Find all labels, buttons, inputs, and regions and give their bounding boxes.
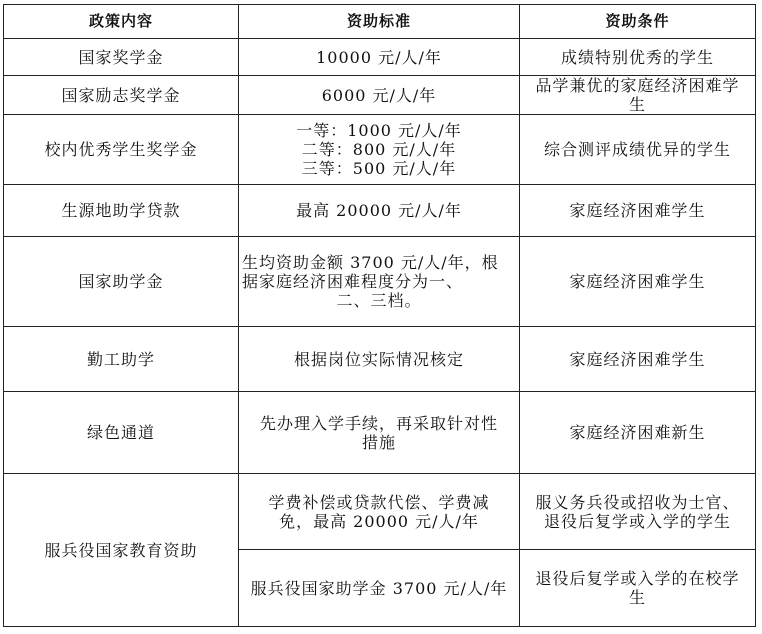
- standard-cell: [239, 115, 520, 185]
- policy-cell: 服兵役国家教育资助: [4, 474, 239, 627]
- standard-line: 三等：500 元/人/年: [301, 159, 457, 178]
- condition-line: 品学兼优的家庭经济困难学: [535, 76, 740, 95]
- table-row: [4, 76, 756, 115]
- condition-cell: 综合测评成绩优异的学生: [520, 115, 756, 185]
- policy-cell: 校内优秀学生奖学金: [4, 115, 239, 185]
- standard-cell: 服兵役国家助学金 3700 元/人/年: [239, 550, 520, 627]
- condition-cell: [520, 474, 756, 550]
- policy-cell: 绿色通道: [4, 392, 239, 474]
- header-standard: 资助标准: [239, 5, 520, 39]
- policy-cell: 国家助学金: [4, 237, 239, 327]
- table-row: [4, 185, 756, 237]
- policy-cell: 国家励志奖学金: [4, 76, 239, 115]
- condition-cell: [520, 76, 756, 115]
- policy-cell: 勤工助学: [4, 327, 239, 392]
- standard-cell: 最高 20000 元/人/年: [239, 185, 520, 237]
- condition-line: 服义务兵役或招收为士官、: [535, 492, 740, 512]
- table-row: [4, 392, 756, 474]
- condition-line: 退役后复学或入学的学生: [543, 511, 731, 531]
- standard-line: 先办理入学手续，再采取针对性: [259, 413, 498, 433]
- standard-line: 免，最高 20000 元/人/年: [279, 511, 479, 531]
- standard-line: 生均资助金额 3700 元/人/年，根: [242, 253, 499, 272]
- header-condition: 资助条件: [520, 5, 756, 39]
- standard-cell: 10000 元/人/年: [239, 39, 520, 76]
- standard-cell: [239, 237, 520, 327]
- standard-cell: [239, 474, 520, 550]
- table-row: [4, 115, 756, 185]
- standard-line: 一等：1000 元/人/年: [296, 121, 462, 140]
- table-row: [4, 39, 756, 76]
- condition-cell: 家庭经济困难新生: [520, 392, 756, 474]
- standard-line: 措施: [361, 432, 396, 452]
- condition-cell: 成绩特别优秀的学生: [520, 39, 756, 76]
- table-row: [4, 474, 756, 550]
- condition-line: 生: [628, 95, 646, 114]
- standard-line: 据家庭经济困难程度分为一、: [242, 272, 464, 291]
- standard-cell: 6000 元/人/年: [239, 76, 520, 115]
- table-row: [4, 327, 756, 392]
- standard-cell: [239, 392, 520, 474]
- condition-cell: 家庭经济困难学生: [520, 327, 756, 392]
- table-row: [4, 237, 756, 327]
- condition-cell: [520, 550, 756, 627]
- policy-table: [3, 4, 756, 627]
- standard-line: 学费补偿或贷款代偿、学费减: [268, 492, 490, 512]
- table-header-row: [4, 5, 756, 39]
- policy-cell: 国家奖学金: [4, 39, 239, 76]
- header-policy: 政策内容: [4, 5, 239, 39]
- standard-line: 二等：800 元/人/年: [301, 140, 457, 159]
- condition-line: 生: [628, 588, 646, 607]
- standard-cell: 根据岗位实际情况核定: [239, 327, 520, 392]
- condition-cell: 家庭经济困难学生: [520, 185, 756, 237]
- standard-line: 二、三档。: [336, 291, 422, 310]
- condition-line: 退役后复学或入学的在校学: [535, 569, 740, 588]
- condition-cell: 家庭经济困难学生: [520, 237, 756, 327]
- policy-cell: 生源地助学贷款: [4, 185, 239, 237]
